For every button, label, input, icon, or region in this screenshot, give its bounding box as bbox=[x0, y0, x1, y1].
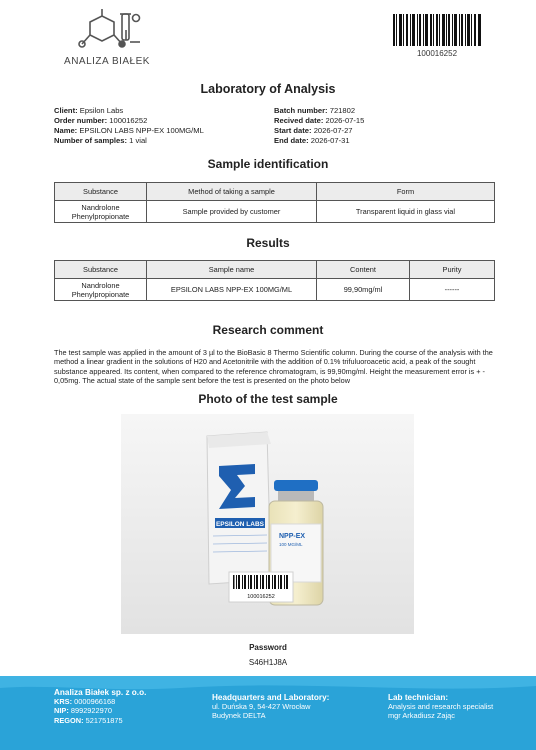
table-header-row bbox=[55, 261, 495, 279]
table-header-row bbox=[55, 183, 495, 201]
info-left bbox=[54, 106, 274, 146]
footer bbox=[0, 676, 536, 750]
batch-label: Batch number: bbox=[274, 106, 328, 115]
column-header: Method of taking a sample bbox=[147, 183, 317, 201]
table-cell: ------ bbox=[410, 279, 495, 301]
molecule-logo-icon bbox=[60, 8, 160, 78]
samples-label: Number of samples: bbox=[54, 136, 128, 145]
table-cell: Sample provided by customer bbox=[147, 201, 317, 223]
regon-label: REGON: bbox=[54, 715, 84, 725]
nip-value: 8992922970 bbox=[70, 706, 112, 716]
barcode-icon bbox=[393, 14, 481, 46]
column-header: Substance bbox=[55, 261, 147, 279]
received-label: Recived date: bbox=[274, 116, 324, 125]
table-cell: Nandrolone Phenylpropionate bbox=[55, 279, 147, 301]
page-title: Laboratory of Analysis bbox=[200, 82, 336, 96]
client-label: Client: bbox=[54, 106, 78, 115]
column-header: Content bbox=[317, 261, 410, 279]
client-value: Epsilon Labs bbox=[79, 106, 124, 115]
column-header: Substance bbox=[55, 183, 147, 201]
footer-hq-building: Budynek DELTA bbox=[212, 711, 266, 721]
footer-hq-block bbox=[212, 693, 372, 721]
order-value: 100016252 bbox=[109, 116, 148, 125]
password-value: S46H1J8A bbox=[248, 658, 288, 667]
photo-heading: Photo of the test sample bbox=[198, 392, 338, 406]
nip-label: NIP: bbox=[54, 706, 69, 716]
sample-photo bbox=[121, 414, 414, 634]
table-row bbox=[55, 201, 495, 223]
barcode-number: 100016252 bbox=[416, 49, 458, 58]
received-value: 2026-07-15 bbox=[325, 116, 365, 125]
sample-photo-illustration bbox=[121, 414, 414, 634]
krs-label: KRS: bbox=[54, 697, 73, 707]
name-label: Name: bbox=[54, 126, 78, 135]
batch-value: 721802 bbox=[329, 106, 356, 115]
research-comment-text: The test sample was applied in the amount of 3 µl to the BioBasic 8 Thermo Scientific column. During the course of the analysis with the method a linear gradient in the solutions of H20 and Acetonitrile with the addition of 0.1% trifuluoroacetic acid, a peak of the sought substance appeared. Its content, when compared to the reference chromatogram, is 99,90mg/ml. Height the measurement error is + - 0,05mg. The actual state of the sample sent before the test is presented on the photo below bbox=[54, 348, 493, 386]
vial-name-text: NPP-EX bbox=[279, 533, 306, 540]
column-header: Sample name bbox=[147, 261, 317, 279]
info-right bbox=[274, 106, 494, 146]
footer-tech-heading: Lab technician: bbox=[388, 693, 449, 702]
footer-hq-heading: Headquarters and Laboratory: bbox=[212, 693, 330, 702]
table-cell: 99,90mg/ml bbox=[317, 279, 410, 301]
sample-identification-table bbox=[54, 182, 495, 223]
password-label: Password bbox=[249, 643, 287, 652]
footer-hq-address: ul. Duńska 9, 54-427 Wrocław bbox=[212, 702, 311, 712]
krs-value: 0000966168 bbox=[74, 697, 116, 707]
footer-tech-role: Analysis and research specialist bbox=[388, 702, 494, 712]
footer-tech-name: mgr Arkadiusz Zając bbox=[388, 711, 455, 721]
name-value: EPSILON LABS NPP-EX 100MG/ML bbox=[79, 126, 204, 135]
samples-value: 1 vial bbox=[129, 136, 147, 145]
table-row bbox=[55, 279, 495, 301]
column-header: Form bbox=[317, 183, 495, 201]
footer-technician-block bbox=[388, 693, 528, 721]
end-value: 2026-07-31 bbox=[310, 136, 350, 145]
research-comment-heading: Research comment bbox=[212, 323, 324, 337]
start-value: 2026-07-27 bbox=[313, 126, 353, 135]
sample-identification-heading: Sample identification bbox=[207, 157, 329, 171]
table-cell: Transparent liquid in glass vial bbox=[317, 201, 495, 223]
box-brand-text: EPSILON LABS bbox=[215, 521, 265, 528]
table-cell: EPSILON LABS NPP-EX 100MG/ML bbox=[147, 279, 317, 301]
vial-dose-text: 100 MG/ML bbox=[279, 542, 303, 547]
results-heading: Results bbox=[246, 236, 290, 250]
regon-value: 521751875 bbox=[85, 715, 123, 725]
footer-company-name: Analiza Białek sp. z o.o. bbox=[54, 688, 147, 697]
brand-name: ANALIZA BIAŁEK bbox=[64, 56, 150, 67]
footer-company-block bbox=[54, 688, 204, 725]
column-header: Purity bbox=[410, 261, 495, 279]
end-label: End date: bbox=[274, 136, 309, 145]
sticker-number-text: 100016252 bbox=[247, 594, 275, 600]
start-label: Start date: bbox=[274, 126, 312, 135]
table-cell: Nandrolone Phenylpropionate bbox=[55, 201, 147, 223]
results-table bbox=[54, 260, 495, 301]
order-label: Order number: bbox=[54, 116, 108, 125]
